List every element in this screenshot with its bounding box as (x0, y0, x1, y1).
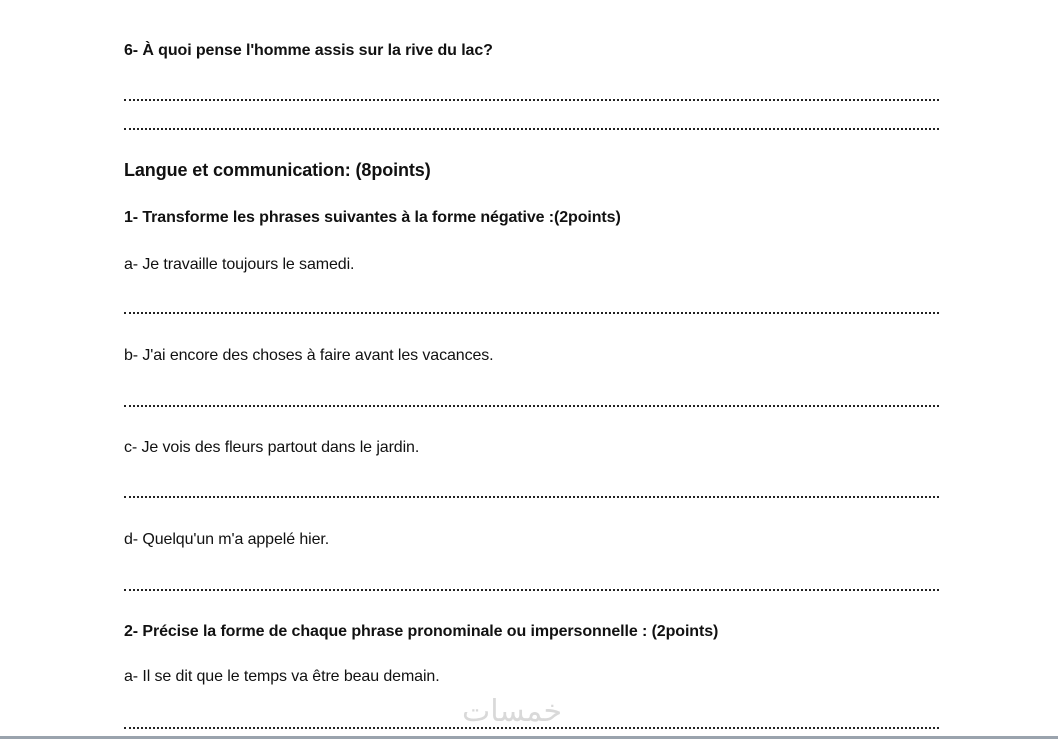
answer-line (124, 312, 939, 314)
exercise-1-item-b: b- J'ai encore des choses à faire avant les vacances. (124, 347, 494, 364)
exercise-1-item-d: d- Quelqu'un m'a appelé hier. (124, 531, 330, 548)
exercise-2-title: 2- Précise la forme de chaque phrase pronominale ou impersonnelle : (2points) (124, 623, 719, 640)
exercise-1-title: 1- Transforme les phrases suivantes à la forme négative :(2points) (124, 209, 621, 226)
answer-line (124, 589, 939, 591)
exercise-2-item-a: a- Il se dit que le temps va être beau demain. (124, 668, 440, 685)
answer-line (124, 99, 939, 101)
question-6: 6- À quoi pense l'homme assis sur la rive du lac? (124, 42, 493, 59)
page-bottom-border (0, 736, 1058, 739)
section-title: Langue et communication: (8points) (124, 160, 431, 180)
exercise-1-item-c: c- Je vois des fleurs partout dans le jardin. (124, 439, 420, 456)
answer-line (124, 405, 939, 407)
watermark-logo: خمسات (462, 694, 563, 729)
exercise-1-item-a: a- Je travaille toujours le samedi. (124, 256, 355, 273)
answer-line (124, 496, 939, 498)
answer-line (124, 128, 939, 130)
